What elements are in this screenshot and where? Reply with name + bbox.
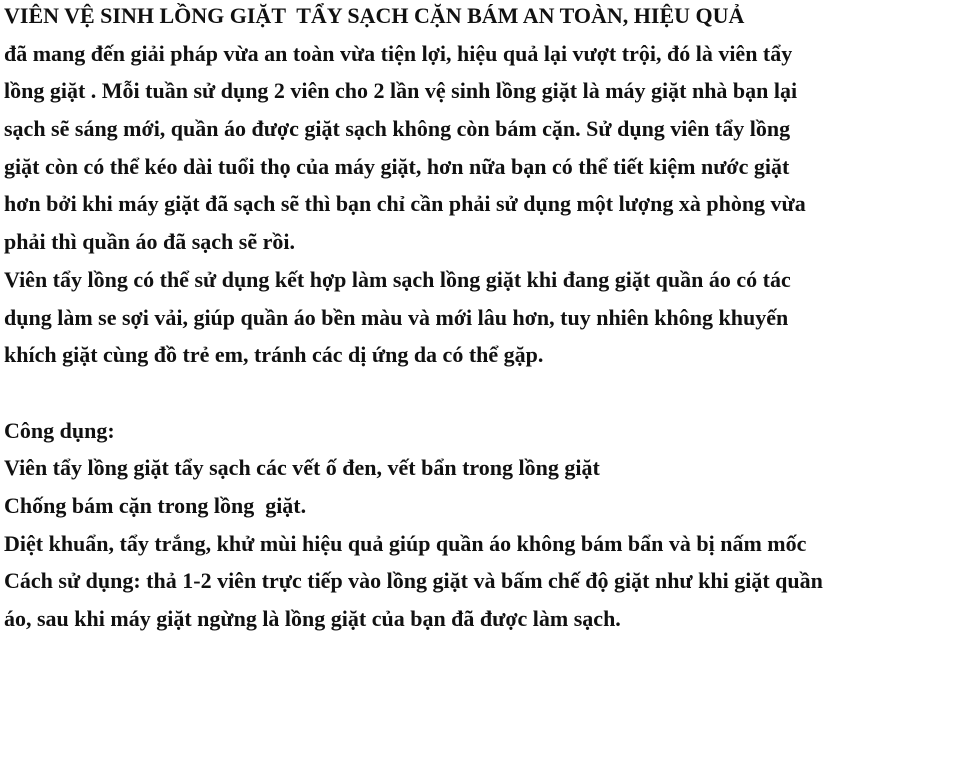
second-paragraph-line-3: khích giặt cùng đồ trẻ em, tránh các dị ứng da có thể gặp. — [4, 342, 544, 368]
intro-line-1: đã mang đến giải pháp vừa an toàn vừa tiện lợi, hiệu quả lại vượt trội, đó là viên tẩy — [4, 40, 793, 66]
uses-heading: Công dụng: — [4, 417, 115, 443]
intro-line-4: giặt còn có thể kéo dài tuổi thọ của máy giặt, hơn nữa bạn có thể tiết kiệm nước giặt — [4, 153, 790, 179]
document-title: VIÊN VỆ SINH LỒNG GIẶT TẨY SẠCH CẶN BÁM AN TOÀN, HIỆU QUẢ — [4, 3, 745, 28]
document-body — [4, 0, 960, 638]
usage-line-2: áo, sau khi máy giặt ngừng là lồng giặt của bạn đã được làm sạch. — [4, 606, 621, 631]
second-paragraph-line-1: Viên tẩy lồng có thể sử dụng kết hợp làm sạch lồng giặt khi đang giặt quần áo có tác — [4, 266, 791, 292]
use-item-1: Viên tẩy lồng giặt tẩy sạch các vết ố đen, vết bẩn trong lồng giặt — [4, 455, 600, 481]
blank-line — [4, 374, 960, 412]
intro-line-2: lồng giặt . Mỗi tuần sử dụng 2 viên cho 2 lần vệ sinh lồng giặt là máy giặt nhà bạn lại — [4, 78, 798, 104]
intro-line-5: hơn bởi khi máy giặt đã sạch sẽ thì bạn chỉ cần phải sử dụng một lượng xà phòng vừa — [4, 191, 806, 217]
use-item-2: Chống bám cặn trong lồng giặt. — [4, 492, 307, 518]
use-item-3: Diệt khuẩn, tẩy trắng, khử mùi hiệu quả giúp quần áo không bám bẩn và bị nấm mốc — [4, 530, 807, 556]
usage-line-1: Cách sử dụng: thả 1-2 viên trực tiếp vào lồng giặt và bấm chế độ giặt như khi giặt quần — [4, 568, 823, 594]
intro-line-6: phải thì quần áo đã sạch sẽ rồi. — [4, 229, 295, 255]
second-paragraph-line-2: dụng làm se sợi vải, giúp quần áo bền màu và mới lâu hơn, tuy nhiên không khuyến — [4, 304, 789, 330]
intro-line-3: sạch sẽ sáng mới, quần áo được giặt sạch không còn bám cặn. Sử dụng viên tẩy lồng — [4, 116, 791, 142]
